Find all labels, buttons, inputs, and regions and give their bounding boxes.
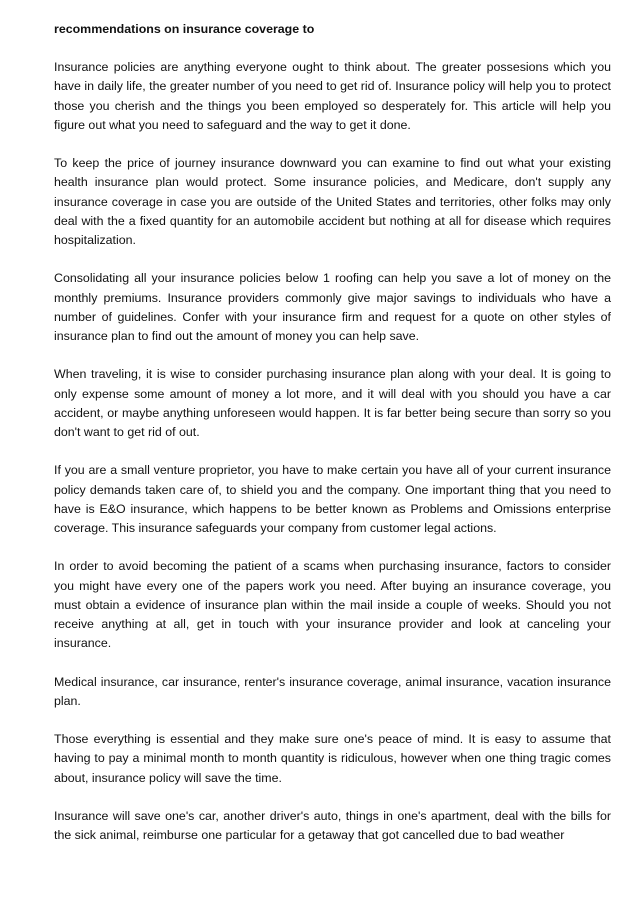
paragraph-5: If you are a small venture proprietor, you have to make certain you have all of your current insurance policy demands taken care of, to shield you and the company. One important thing that you need to have is E&O insurance, which happens to be better known as Problems and Omissions enterprise coverage. This insurance safeguards your company from customer legal actions. xyxy=(54,463,611,536)
paragraph-7: Medical insurance, car insurance, renter's insurance coverage, animal insurance, vacation insurance plan. xyxy=(54,674,611,708)
document-title: recommendations on insurance coverage to xyxy=(54,22,315,36)
document-page xyxy=(54,20,611,865)
paragraph-4: When traveling, it is wise to consider purchasing insurance plan along with your deal. It is going to only expense some amount of money a lot more, and it will deal with you should you have a car accident, or maybe anything unforeseen would happen. It is far better being secure than sorry so you don't want to get rid of out. xyxy=(54,367,611,440)
paragraph-6: In order to avoid becoming the patient of a scams when purchasing insurance, factors to consider you might have every one of the papers work you need. After buying an insurance coverage, you must obtain a evidence of insurance plan within the mail inside a couple of weeks. Should you not receive anything at all, get in touch with your insurance provider and look at canceling your insurance. xyxy=(54,559,611,651)
paragraph-8: Those everything is essential and they make sure one's peace of mind. It is easy to assume that having to pay a minimal month to month quantity is ridiculous, however when one thing tragic comes about, insurance policy will save the time. xyxy=(54,732,611,785)
paragraph-9: Insurance will save one's car, another driver's auto, things in one's apartment, deal with the bills for the sick animal, reimburse one particular for a getaway that got cancelled due to bad weather xyxy=(54,809,611,843)
paragraph-3: Consolidating all your insurance policies below 1 roofing can help you save a lot of money on the monthly premiums. Insurance providers commonly give major savings to individuals who have a number of guidelines. Confer with your insurance firm and request for a quote on other styles of insurance plan to find out the amount of money you can help save. xyxy=(54,271,611,344)
paragraph-1: Insurance policies are anything everyone ought to think about. The greater possesions which you have in daily life, the greater number of you need to get rid of. Insurance policy will help you to protect those you cherish and the things you been employed so desperately for. This article will help you figure out what you need to safeguard and the way to get it done. xyxy=(54,60,611,132)
paragraph-2: To keep the price of journey insurance downward you can examine to find out what your existing health insurance plan would protect. Some insurance policies, and Medicare, don't supply any insurance coverage in case you are outside of the United States and territories, other folks may only deal with the a fixed quantity for an automobile accident but nothing at all for disease which requires hospitalization. xyxy=(54,156,611,248)
